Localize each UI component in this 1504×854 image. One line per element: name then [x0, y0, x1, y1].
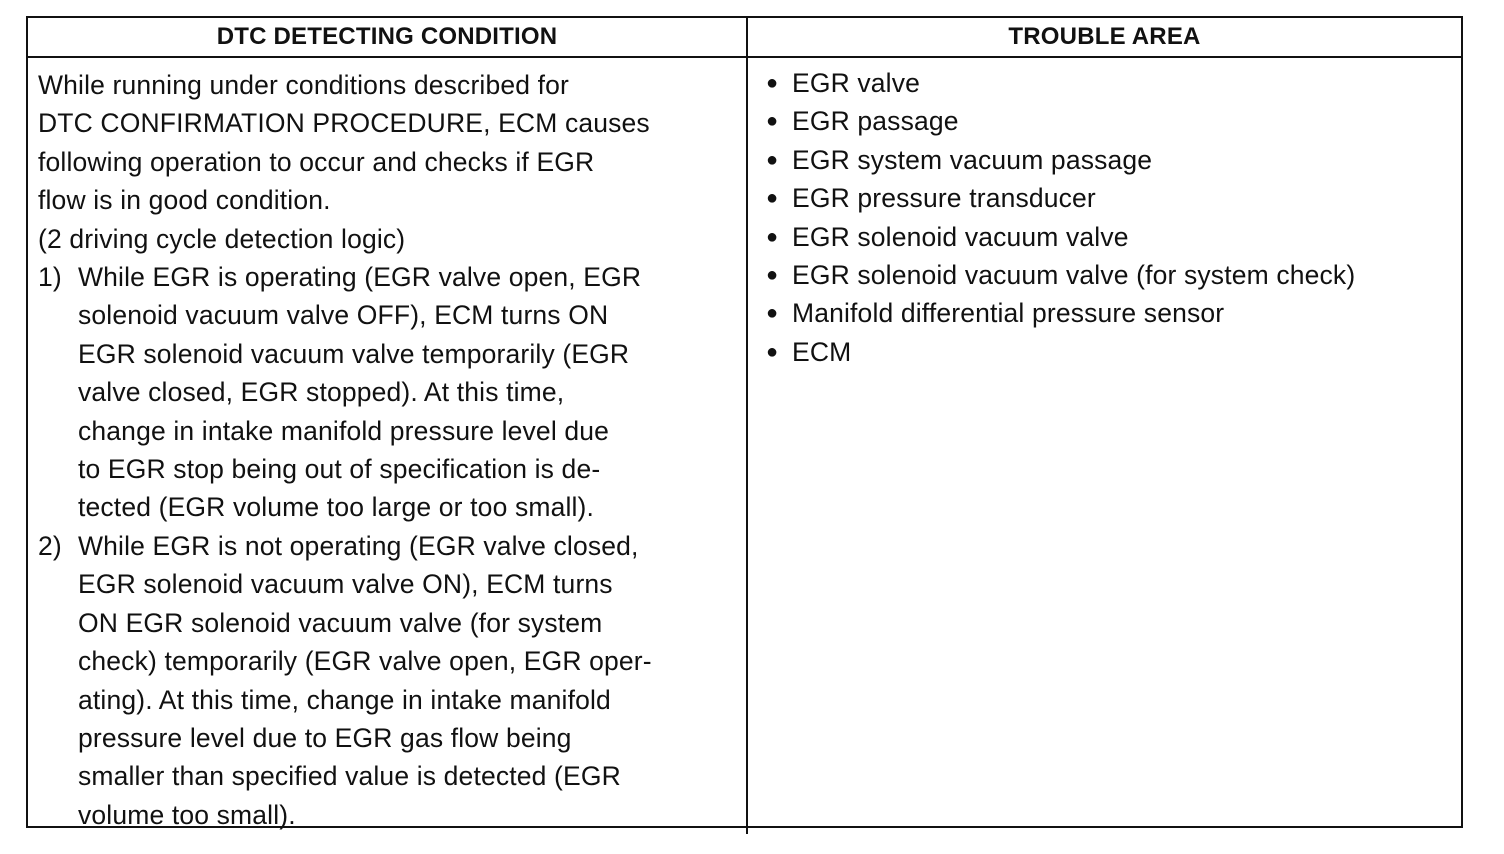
bullet-dot-icon: ●: [766, 225, 779, 248]
header-trouble-area: TROUBLE AREA: [748, 18, 1461, 58]
header-dtc-detecting-condition: DTC DETECTING CONDITION: [28, 18, 748, 58]
bullet-dot-icon: ●: [766, 302, 779, 325]
bullet-dot-icon: ●: [766, 187, 779, 210]
step-line: change in intake manifold pressure level due: [78, 415, 610, 446]
dtc-table: [26, 16, 1463, 828]
step-text: [78, 258, 742, 527]
trouble-area-item: [760, 179, 1461, 217]
trouble-area-item: [760, 102, 1461, 140]
step-line: EGR solenoid vacuum valve ON), ECM turns: [78, 569, 613, 600]
intro-line: flow is in good condition.: [38, 185, 331, 216]
step-line: pressure level due to EGR gas flow being: [78, 722, 572, 753]
bullet-dot-icon: ●: [766, 110, 779, 133]
step-line: tected (EGR volume too large or too small).: [78, 492, 595, 523]
trouble-area-label: EGR solenoid vacuum valve (for system check): [792, 260, 1356, 291]
bullet-dot-icon: ●: [766, 340, 779, 363]
step-line: valve closed, EGR stopped). At this time,: [78, 377, 565, 408]
step-line: ON EGR solenoid vacuum valve (for system: [78, 607, 603, 638]
step-line: volume too small).: [78, 799, 296, 830]
step-line: to EGR stop being out of specification is de-: [78, 454, 601, 485]
trouble-area-label: EGR system vacuum passage: [792, 144, 1153, 175]
trouble-area-item: [760, 141, 1461, 179]
step-number: 2): [38, 530, 62, 561]
trouble-area-item: [760, 64, 1461, 102]
step-line: ating). At this time, change in intake manifold: [78, 684, 611, 715]
step-line: While EGR is operating (EGR valve open, EGR: [78, 262, 642, 293]
step-line: smaller than specified value is detected (EGR: [78, 761, 621, 792]
trouble-area-label: EGR solenoid vacuum valve: [792, 221, 1129, 252]
trouble-area-item: [760, 333, 1461, 371]
step-line: EGR solenoid vacuum valve temporarily (EGR: [78, 338, 630, 369]
trouble-area-label: EGR pressure transducer: [792, 183, 1096, 214]
trouble-area-item: [760, 218, 1461, 256]
trouble-area-item: [760, 294, 1461, 332]
step-number: 1): [38, 262, 62, 293]
step-line: check) temporarily (EGR valve open, EGR oper-: [78, 646, 652, 677]
intro-line: DTC CONFIRMATION PROCEDURE, ECM causes: [38, 108, 650, 139]
condition-cell: [28, 58, 748, 834]
trouble-area-label: ECM: [792, 336, 852, 367]
trouble-area-label: Manifold differential pressure sensor: [792, 298, 1225, 329]
bullet-dot-icon: ●: [766, 148, 779, 171]
intro-line: following operation to occur and checks if EGR: [38, 146, 595, 177]
step-line: While EGR is not operating (EGR valve closed,: [78, 530, 639, 561]
condition-step-1: [38, 258, 742, 527]
condition-step-2: [38, 527, 742, 834]
intro-line: (2 driving cycle detection logic): [38, 223, 406, 254]
intro-line: While running under conditions described for: [38, 70, 570, 100]
trouble-area-item: [760, 256, 1461, 294]
step-line: solenoid vacuum valve OFF), ECM turns ON: [78, 300, 609, 331]
bullet-dot-icon: ●: [766, 264, 779, 287]
trouble-area-cell: [748, 58, 1461, 834]
bullet-dot-icon: ●: [766, 72, 779, 94]
trouble-area-label: EGR valve: [792, 68, 921, 98]
trouble-area-label: EGR passage: [792, 106, 959, 137]
step-text: [78, 527, 742, 834]
